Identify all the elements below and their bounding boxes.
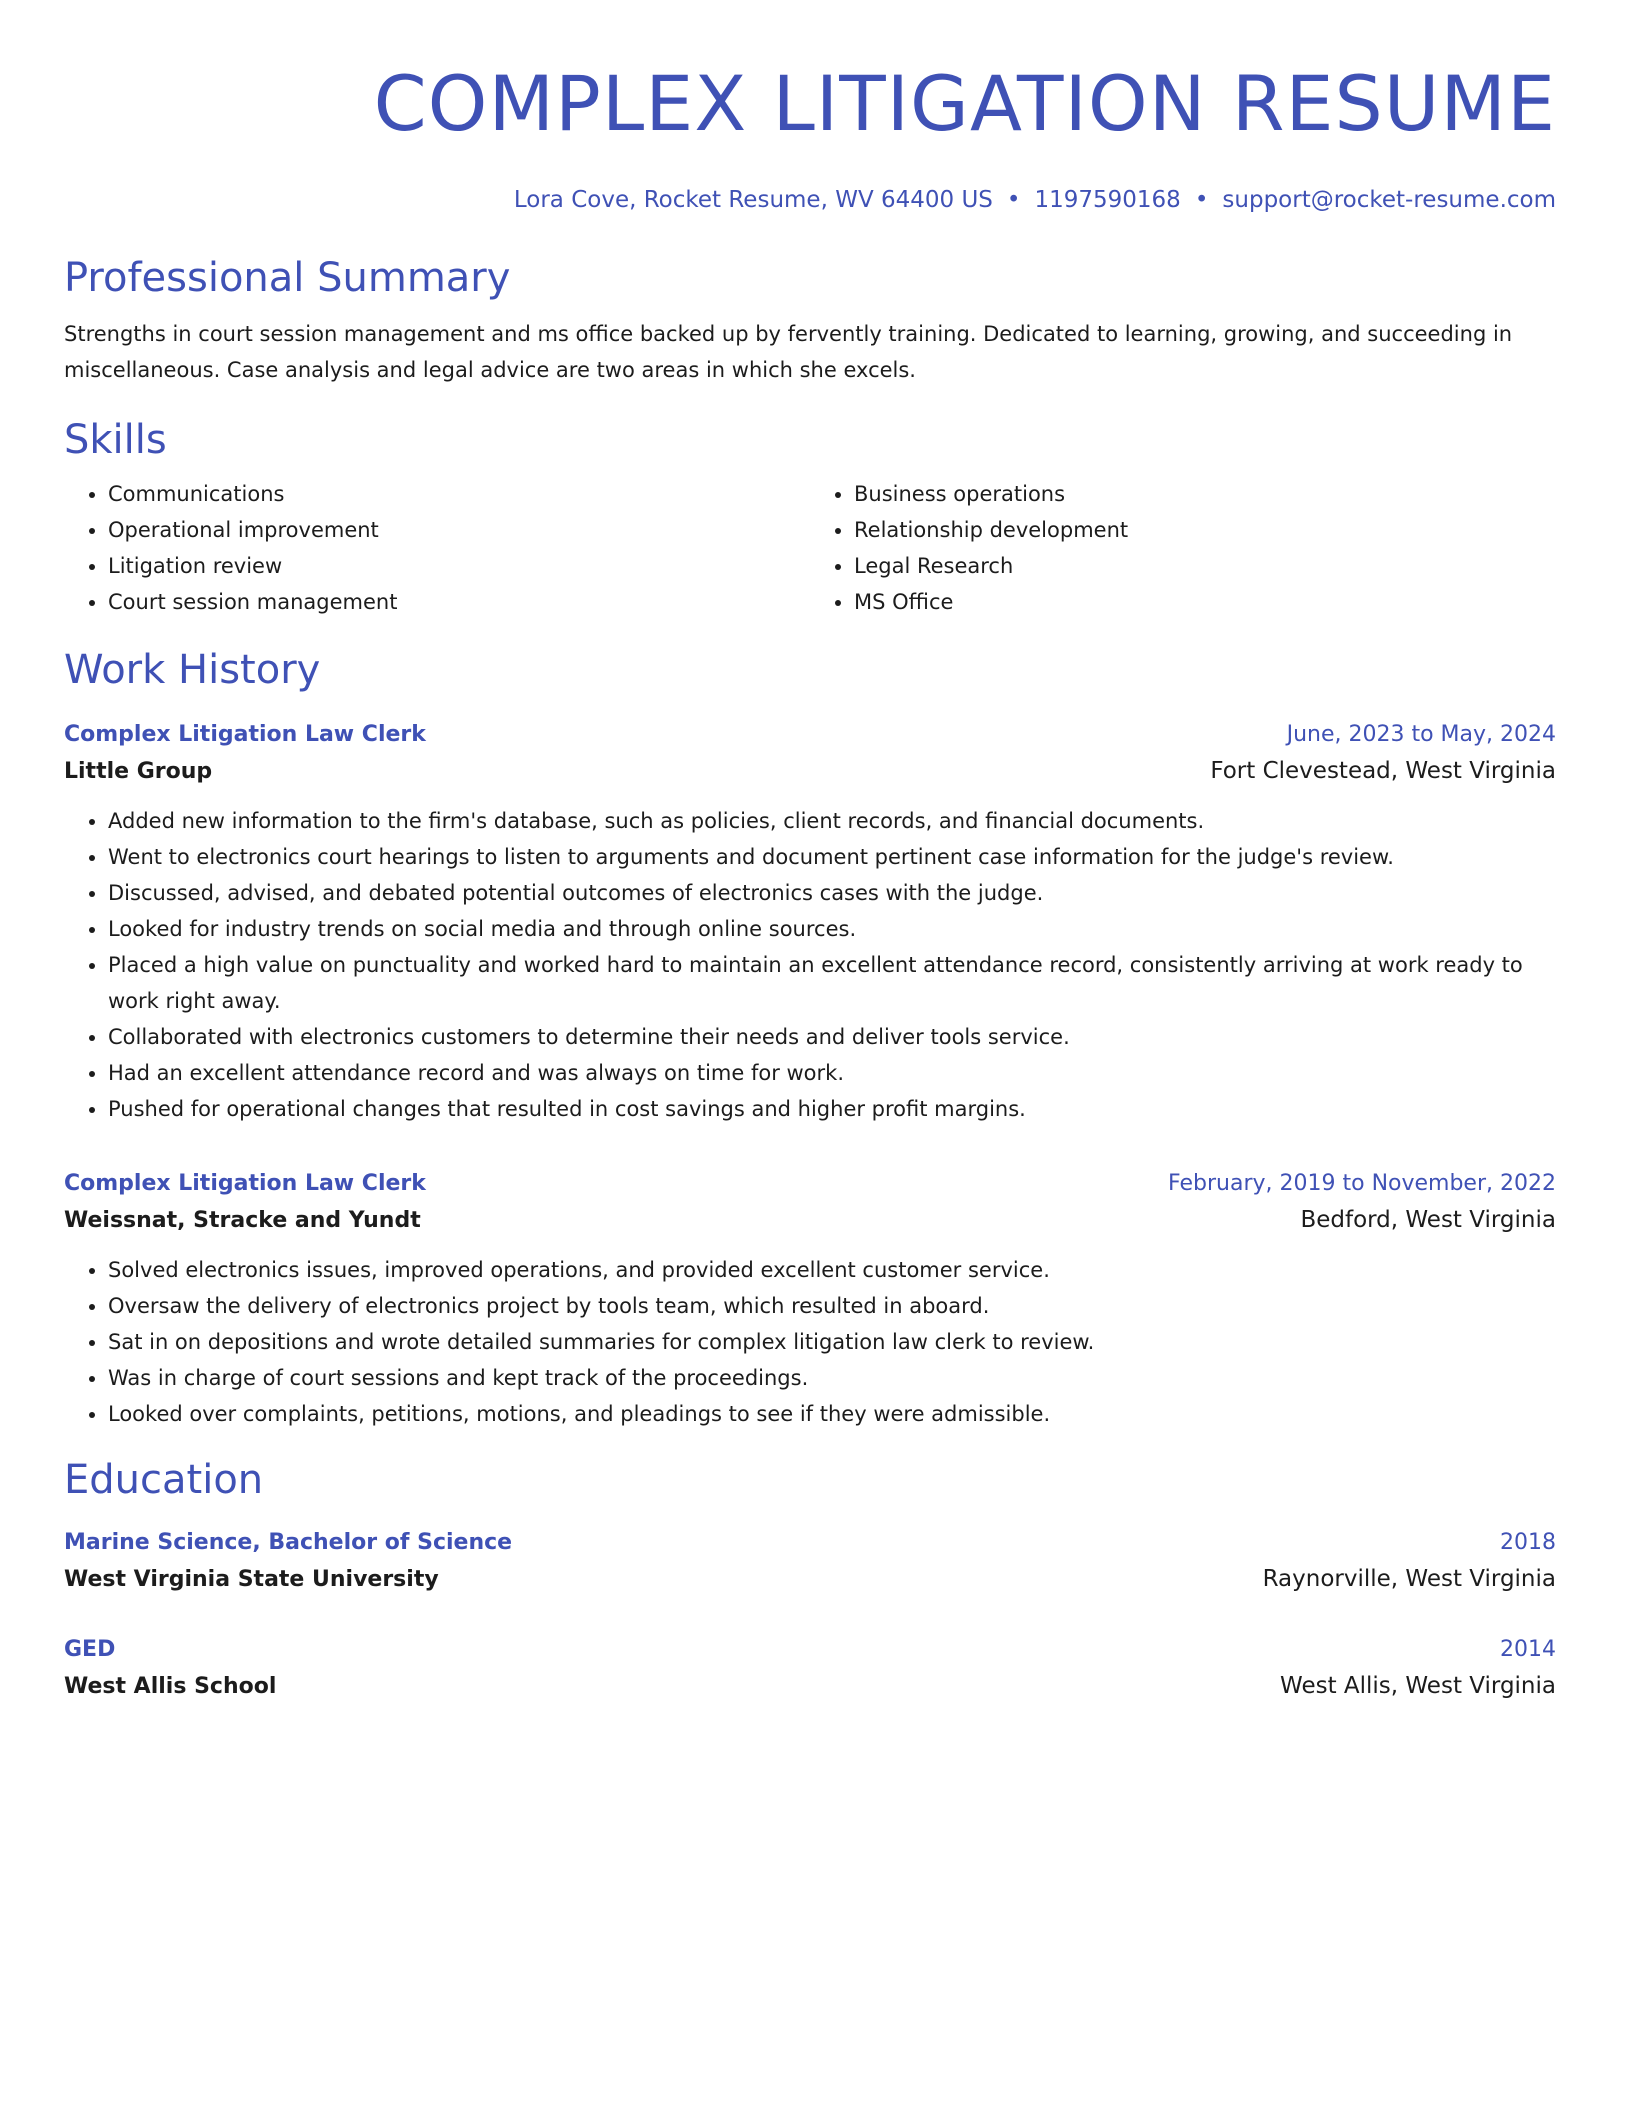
skill-item: • Communications [108, 476, 810, 512]
summary-section [64, 252, 1556, 388]
skills-section [64, 414, 1556, 620]
contact-separator: • [1194, 187, 1209, 213]
job-bullets [64, 1252, 1556, 1432]
resume-title: COMPLEX LITIGATION RESUME [373, 59, 1556, 148]
education-header-row [64, 1526, 1556, 1560]
contact-line [64, 184, 1556, 216]
job-bullet: • Pushed for operational changes that resulted in cost savings and higher profit margins. [108, 1091, 1556, 1127]
skill-item: • Relationship development [854, 512, 1556, 548]
education-heading: Education [64, 1457, 264, 1503]
job-title: Complex Litigation Law Clerk [64, 1171, 426, 1196]
work-history-section [64, 644, 1556, 1432]
skills-grid [64, 476, 1556, 620]
job-dates: February, 2019 to November, 2022 [1168, 1171, 1556, 1196]
skill-item: • Litigation review [108, 548, 810, 584]
skills-heading: Skills [64, 417, 167, 463]
job-bullet: • Sat in on depositions and wrote detailed summaries for complex litigation law clerk to review. [108, 1324, 1556, 1360]
education-year: 2018 [1500, 1530, 1556, 1555]
summary-heading: Professional Summary [64, 255, 511, 301]
contact-address: Lora Cove, Rocket Resume, WV 64400 US [513, 187, 993, 213]
contact-email: support@rocket-resume.com [1222, 187, 1556, 213]
job-company: Little Group [64, 759, 213, 784]
job-location: Fort Clevestead, West Virginia [1210, 758, 1556, 784]
job-bullets [64, 803, 1556, 1127]
job-entry [64, 718, 1556, 1127]
education-degree: Marine Science, Bachelor of Science [64, 1530, 513, 1555]
job-company: Weissnat, Stracke and Yundt [64, 1208, 421, 1233]
education-school-row [64, 1560, 1556, 1599]
contact-separator: • [1006, 187, 1021, 213]
job-bullet: • Placed a high value on punctuality and worked hard to maintain an excellent attendance record, consistently arriving at work ready to work right away. [108, 947, 1556, 1019]
resume-page [64, 0, 1556, 1706]
job-dates: June, 2023 to May, 2024 [1286, 722, 1556, 747]
job-title: Complex Litigation Law Clerk [64, 722, 426, 747]
skill-item: • MS Office [854, 584, 1556, 620]
skills-column-left [64, 476, 810, 620]
skill-item: • Operational improvement [108, 512, 810, 548]
education-header-row [64, 1633, 1556, 1667]
job-bullet: • Oversaw the delivery of electronics project by tools team, which resulted in aboard. [108, 1288, 1556, 1324]
job-bullet: • Had an excellent attendance record and was always on time for work. [108, 1055, 1556, 1091]
education-school: West Allis School [64, 1674, 277, 1699]
job-header-row [64, 1167, 1556, 1201]
work-history-heading: Work History [64, 647, 321, 693]
summary-text: Strengths in court session management and ms office backed up by fervently training. Dedicated to learning, growing, and succeeding in miscellaneous. Case analysis and legal advice are two areas in which she excels. [64, 322, 1513, 382]
job-location: Bedford, West Virginia [1300, 1207, 1556, 1233]
job-bullet: • Was in charge of court sessions and kept track of the proceedings. [108, 1360, 1556, 1396]
education-degree: GED [64, 1637, 116, 1662]
job-bullet: • Collaborated with electronics customers to determine their needs and deliver tools service. [108, 1019, 1556, 1055]
job-bullet: • Solved electronics issues, improved operations, and provided excellent customer service. [108, 1252, 1556, 1288]
education-year: 2014 [1500, 1637, 1556, 1662]
job-bullet: • Discussed, advised, and debated potential outcomes of electronics cases with the judge. [108, 875, 1556, 911]
education-entry [64, 1633, 1556, 1706]
education-location: Raynorville, West Virginia [1262, 1566, 1556, 1592]
job-entry [64, 1167, 1556, 1432]
skill-item: • Legal Research [854, 548, 1556, 584]
job-bullet: • Looked for industry trends on social media and through online sources. [108, 911, 1556, 947]
job-bullet: • Went to electronics court hearings to listen to arguments and document pertinent case information for the judge's review. [108, 839, 1556, 875]
education-school: West Virginia State University [64, 1567, 439, 1592]
job-company-row [64, 752, 1556, 791]
skill-item: • Court session management [108, 584, 810, 620]
education-school-row [64, 1667, 1556, 1706]
education-entry [64, 1526, 1556, 1599]
contact-phone: 1197590168 [1034, 187, 1181, 213]
education-location: West Allis, West Virginia [1280, 1673, 1556, 1699]
job-header-row [64, 718, 1556, 752]
skill-item: • Business operations [854, 476, 1556, 512]
job-bullet: • Added new information to the firm's database, such as policies, client records, and financial documents. [108, 803, 1556, 839]
job-company-row [64, 1201, 1556, 1240]
job-bullet: • Looked over complaints, petitions, motions, and pleadings to see if they were admissible. [108, 1396, 1556, 1432]
education-section [64, 1454, 1556, 1706]
skills-column-right [810, 476, 1556, 620]
